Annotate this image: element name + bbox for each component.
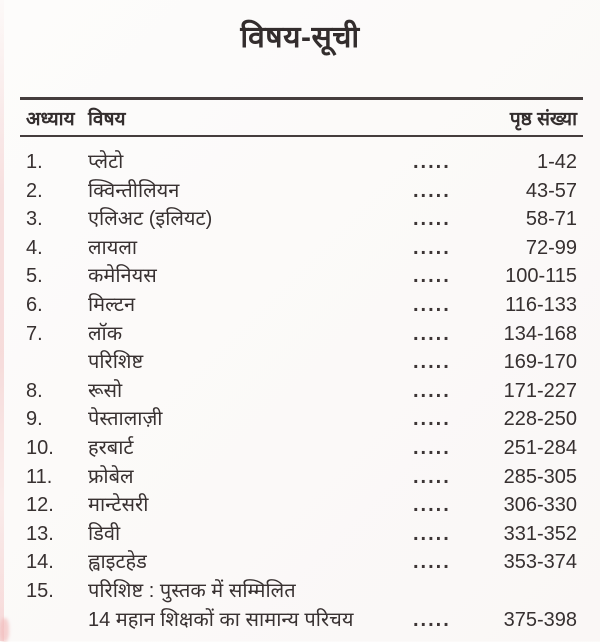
leader-dots: ..... (413, 151, 451, 173)
table-row (20, 205, 583, 234)
table-row (20, 491, 583, 520)
page-range: 331-352 (503, 522, 577, 545)
page-range: 1-42 (536, 151, 577, 173)
subject-label: 14 महान शिक्षकों का सामान्य परिचय (88, 608, 354, 631)
subject-label: लॉक (88, 322, 123, 345)
page-range: 228-250 (503, 408, 577, 431)
subject-label: मिल्टन (88, 293, 136, 316)
leader-dots: ..... (413, 465, 451, 488)
scan-edge-blob (0, 618, 9, 642)
subject-label: रूसो (88, 379, 123, 402)
subject-label: प्लेटो (88, 151, 124, 173)
page-range: 375-398 (503, 608, 577, 631)
page-range: 72-99 (525, 236, 577, 259)
table-row (20, 405, 583, 434)
page-range: 43-57 (525, 179, 577, 202)
leader-dots: ..... (413, 293, 451, 316)
page-range: 251-284 (503, 436, 577, 459)
header-page-number: पृष्ठ संख्या (509, 108, 577, 130)
chapter-number: 2. (26, 179, 43, 202)
table-row (20, 520, 583, 549)
header-subject: विषय (88, 108, 126, 130)
table-row (20, 606, 583, 635)
table-row (20, 148, 583, 177)
chapter-number: 13. (26, 522, 54, 545)
chapter-number: 3. (26, 208, 43, 231)
chapter-number: 10. (26, 436, 54, 459)
table-row (20, 348, 583, 377)
subject-label: क्विन्तीलियन (88, 179, 180, 202)
subject-label: डिवी (88, 522, 121, 545)
leader-dots: ..... (413, 408, 451, 431)
chapter-number: 1. (26, 151, 43, 173)
header-chapter: अध्याय (26, 108, 75, 130)
table-row (20, 548, 583, 577)
page-range: 134-168 (503, 322, 577, 345)
leader-dots: ..... (413, 208, 451, 231)
leader-dots: ..... (413, 379, 451, 402)
table-row (20, 262, 583, 291)
subject-label: कमेनियस (88, 265, 157, 288)
leader-dots: ..... (413, 179, 451, 202)
leader-dots: ..... (413, 322, 451, 345)
chapter-number: 12. (26, 494, 54, 517)
toc-table (20, 97, 583, 634)
chapter-number: 15. (26, 579, 54, 602)
leader-dots: ..... (413, 522, 451, 545)
leader-dots: ..... (413, 551, 451, 574)
chapter-number: 9. (26, 408, 43, 431)
table-row (20, 177, 583, 206)
table-row (20, 463, 583, 492)
subject-label: परिशिष्ट : पुस्तक में सम्मिलित (88, 579, 296, 602)
chapter-number: 6. (26, 293, 43, 316)
leader-dots: ..... (413, 608, 451, 631)
chapter-number: 5. (26, 265, 43, 288)
leader-dots: ..... (413, 494, 451, 517)
page-range: 171-227 (503, 379, 577, 402)
table-row (20, 320, 583, 349)
subject-label: लायला (88, 236, 138, 259)
subject-label: एलिअट (इलियट) (88, 208, 213, 231)
page-range: 353-374 (503, 551, 577, 574)
chapter-number: 7. (26, 322, 43, 345)
leader-dots: ..... (413, 351, 451, 374)
scan-edge-artifact (0, 0, 4, 641)
leader-dots: ..... (413, 265, 451, 288)
table-row (20, 291, 583, 320)
table-row (20, 234, 583, 263)
toc-rows (20, 137, 583, 634)
page-range: 285-305 (503, 465, 577, 488)
table-row (20, 377, 583, 406)
subject-label: हरबार्ट (88, 436, 134, 459)
subject-label: मान्टेसरी (88, 494, 149, 517)
table-row (20, 434, 583, 463)
subject-label: पेस्तालाज़ी (88, 408, 163, 431)
table-row (20, 577, 583, 606)
chapter-number: 4. (26, 236, 43, 259)
page-range: 116-133 (505, 293, 577, 316)
page-title: विषय-सूची (240, 21, 360, 54)
page-range: 58-71 (525, 208, 577, 231)
toc-header-row (20, 97, 583, 137)
chapter-number: 14. (26, 551, 54, 574)
subject-label: परिशिष्ट (88, 351, 144, 374)
page-range: 306-330 (503, 494, 577, 517)
subject-label: फ्रोबेल (88, 465, 134, 488)
leader-dots: ..... (413, 236, 451, 259)
chapter-number: 11. (26, 465, 53, 488)
page-range: 169-170 (503, 351, 577, 374)
page-range: 100-115 (505, 265, 577, 288)
subject-label: ह्वाइटहेड (88, 551, 147, 574)
leader-dots: ..... (413, 436, 451, 459)
chapter-number: 8. (26, 379, 43, 402)
